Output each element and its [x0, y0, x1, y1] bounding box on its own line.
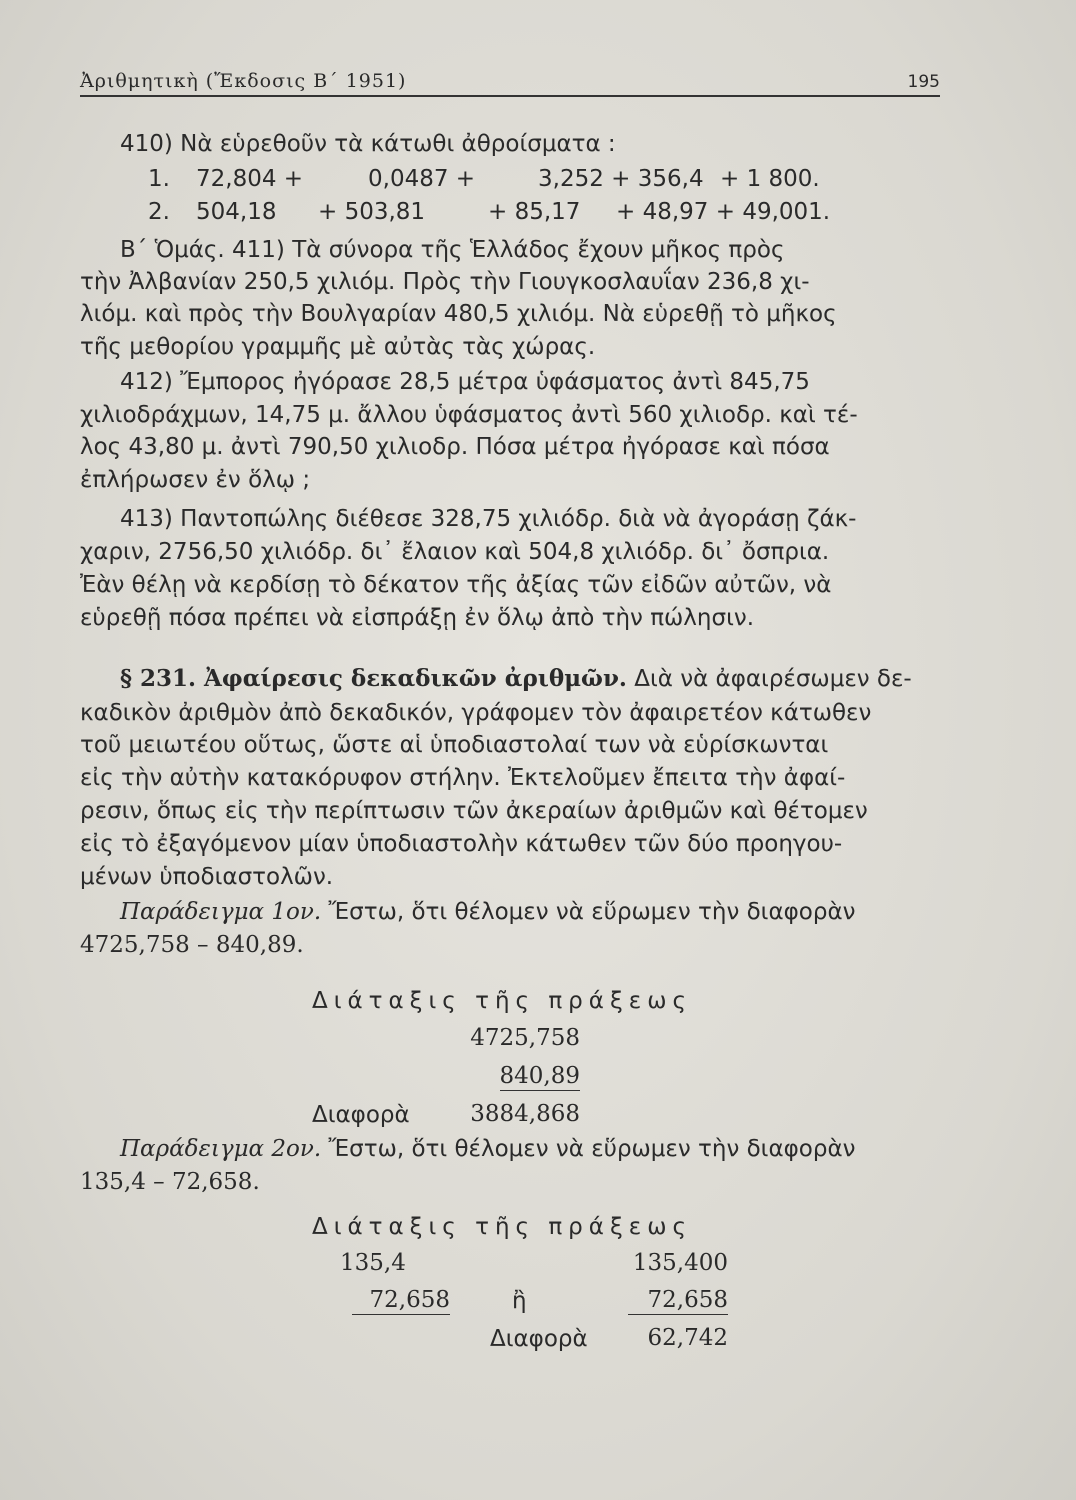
- example-1-intro: [120, 898, 855, 926]
- example-1-minuend: 4725,758: [470, 1025, 580, 1051]
- exercise-412-line: λος 43,80 μ. ἀντὶ 790,50 χιλιοδρ. Πόσα μέτρα ἠγόρασε καὶ πόσα: [80, 434, 830, 460]
- exercise-412-line: 412) Ἔμπορος ἠγόρασε 28,5 μέτρα ὑφάσματος ἀντὶ 845,75: [120, 369, 810, 395]
- exercise-410-row-2: [148, 198, 938, 228]
- term: + 503,81: [318, 199, 426, 225]
- example-1-expression: 4725,758 – 840,89.: [80, 932, 304, 958]
- subtrahend-value: 72,658: [352, 1287, 450, 1315]
- running-header: [80, 64, 940, 98]
- row-label: 2.: [148, 199, 170, 225]
- section-231-line: καδικὸν ἀριθμὸν ἀπὸ δεκαδικόν, γράφομεν τὸν ἀφαιρετέον κάτωθεν: [80, 700, 872, 726]
- section-231-line: τοῦ μειωτέου οὕτως, ὥστε αἱ ὑποδιαστολαί των νὰ εὑρίσκωνται: [80, 732, 829, 758]
- exercise-413-line: χαριν, 2756,50 χιλιόδρ. δι᾽ ἔλαιον καὶ 504,8 χιλιόδρ. δι᾽ ὄσπρια.: [80, 539, 830, 565]
- example-2-or: ἢ: [512, 1288, 527, 1314]
- example-1-difference: 3884,868: [470, 1101, 580, 1127]
- subtrahend-value: 840,89: [499, 1063, 580, 1089]
- exercise-411-line: λιόμ. καὶ πρὸς τὴν Βουλγαρίαν 480,5 χιλιόμ. Νὰ εὑρεθῇ τὸ μῆκος: [80, 301, 837, 327]
- example-2-difference: 62,742: [647, 1325, 728, 1351]
- section-231-line: ρεσιν, ὅπως εἰς τὴν περίπτωσιν τῶν ἀκεραίων ἀριθμῶν καὶ θέτομεν: [80, 798, 868, 824]
- exercise-412-line: χιλιοδράχμων, 14,75 μ. ἄλλου ὑφάσματος ἀντὶ 560 χιλιοδρ. καὶ τέ-: [80, 402, 858, 428]
- header-rule: [80, 95, 940, 97]
- example-2-right-subtrahend: [600, 1287, 728, 1313]
- example-2-intro: [120, 1135, 855, 1163]
- term: 0,0487 +: [368, 166, 476, 192]
- row-label: 1.: [148, 166, 170, 192]
- section-231-line: μένων ὑποδιαστολῶν.: [80, 864, 334, 890]
- example-2-expression: 135,4 – 72,658.: [80, 1169, 260, 1195]
- exercise-413-line: 413) Παντοπώλης διέθεσε 328,75 χιλιόδρ. διὰ νὰ ἀγοράσῃ ζάκ-: [120, 506, 857, 532]
- section-heading: § 231. Ἀφαίρεσις δεκαδικῶν ἀριθμῶν.: [120, 665, 627, 692]
- example-2-left-minuend: 135,4: [340, 1250, 406, 1276]
- example-1-difference-label: Διαφορὰ: [312, 1102, 410, 1128]
- running-title: Ἀριθμητικὴ (Ἔκδοσις Β΄ 1951): [80, 70, 407, 92]
- section-text: Διὰ νὰ ἀφαιρέσωμεν δε-: [634, 666, 912, 692]
- section-231-line: εἰς τὴν αὐτὴν κατακόρυφον στήλην. Ἐκτελοῦμεν ἔπειτα τὴν ἀφαί-: [80, 765, 846, 791]
- example-2-left-subtrahend: [340, 1287, 450, 1313]
- example-2-layout-title: Διάταξις τῆς πράξεως: [312, 1214, 692, 1240]
- example-1-subtrahend: [400, 1063, 580, 1089]
- exercise-413-line: εὑρεθῇ πόσα πρέπει νὰ εἰσπράξῃ ἐν ὅλῳ ἀπὸ τὴν πώλησιν.: [80, 605, 755, 631]
- example-1-layout-title: Διάταξις τῆς πράξεως: [312, 988, 692, 1014]
- term: 3,252 + 356,4: [538, 166, 704, 192]
- exercise-411-line: τὴν Ἀλβανίαν 250,5 χιλιόμ. Πρὸς τὴν Γιουγκοσλαυΐαν 236,8 χι-: [80, 269, 810, 295]
- exercise-413-line: Ἐὰν θέλῃ νὰ κερδίσῃ τὸ δέκατον τῆς ἀξίας τῶν εἰδῶν αὐτῶν, νὰ: [80, 572, 832, 598]
- example-2-difference-label: Διαφορὰ: [490, 1326, 588, 1352]
- exercise-412-line: ἐπλήρωσεν ἐν ὅλῳ ;: [80, 467, 311, 493]
- exercise-410-row-1: [148, 165, 938, 195]
- term: + 1 800.: [720, 166, 820, 192]
- example-text: Ἔστω, ὅτι θέλομεν νὰ εὕρωμεν τὴν διαφορὰν: [328, 1136, 856, 1162]
- example-label: Παράδειγμα 1ον.: [120, 899, 322, 925]
- term: 504,18: [196, 199, 277, 225]
- exercise-411-line: Β΄ Ὁμάς. 411) Τὰ σύνορα τῆς Ἑλλάδος ἔχουν μῆκος πρὸς: [120, 237, 785, 263]
- section-231-line: εἰς τὸ ἐξαγόμενον μίαν ὑποδιαστολὴν κάτωθεν τῶν δύο προηγου-: [80, 831, 843, 857]
- section-231-first-line: [120, 665, 912, 693]
- example-2-right-minuend: 135,400: [632, 1250, 728, 1276]
- example-text: Ἔστω, ὅτι θέλομεν νὰ εὕρωμεν τὴν διαφορὰν: [328, 899, 856, 925]
- term: 72,804 +: [196, 166, 304, 192]
- example-label: Παράδειγμα 2ον.: [120, 1136, 322, 1162]
- subtrahend-value: 72,658: [628, 1287, 728, 1315]
- page-number: 195: [907, 72, 940, 92]
- term: + 48,97 + 49,001.: [616, 199, 831, 225]
- exercise-411-line: τῆς μεθορίου γραμμῆς μὲ αὐτὰς τὰς χώρας.: [80, 334, 596, 360]
- exercise-410-intro: 410) Νὰ εὑρεθοῦν τὰ κάτωθι ἀθροίσματα :: [120, 131, 616, 157]
- term: + 85,17: [488, 199, 581, 225]
